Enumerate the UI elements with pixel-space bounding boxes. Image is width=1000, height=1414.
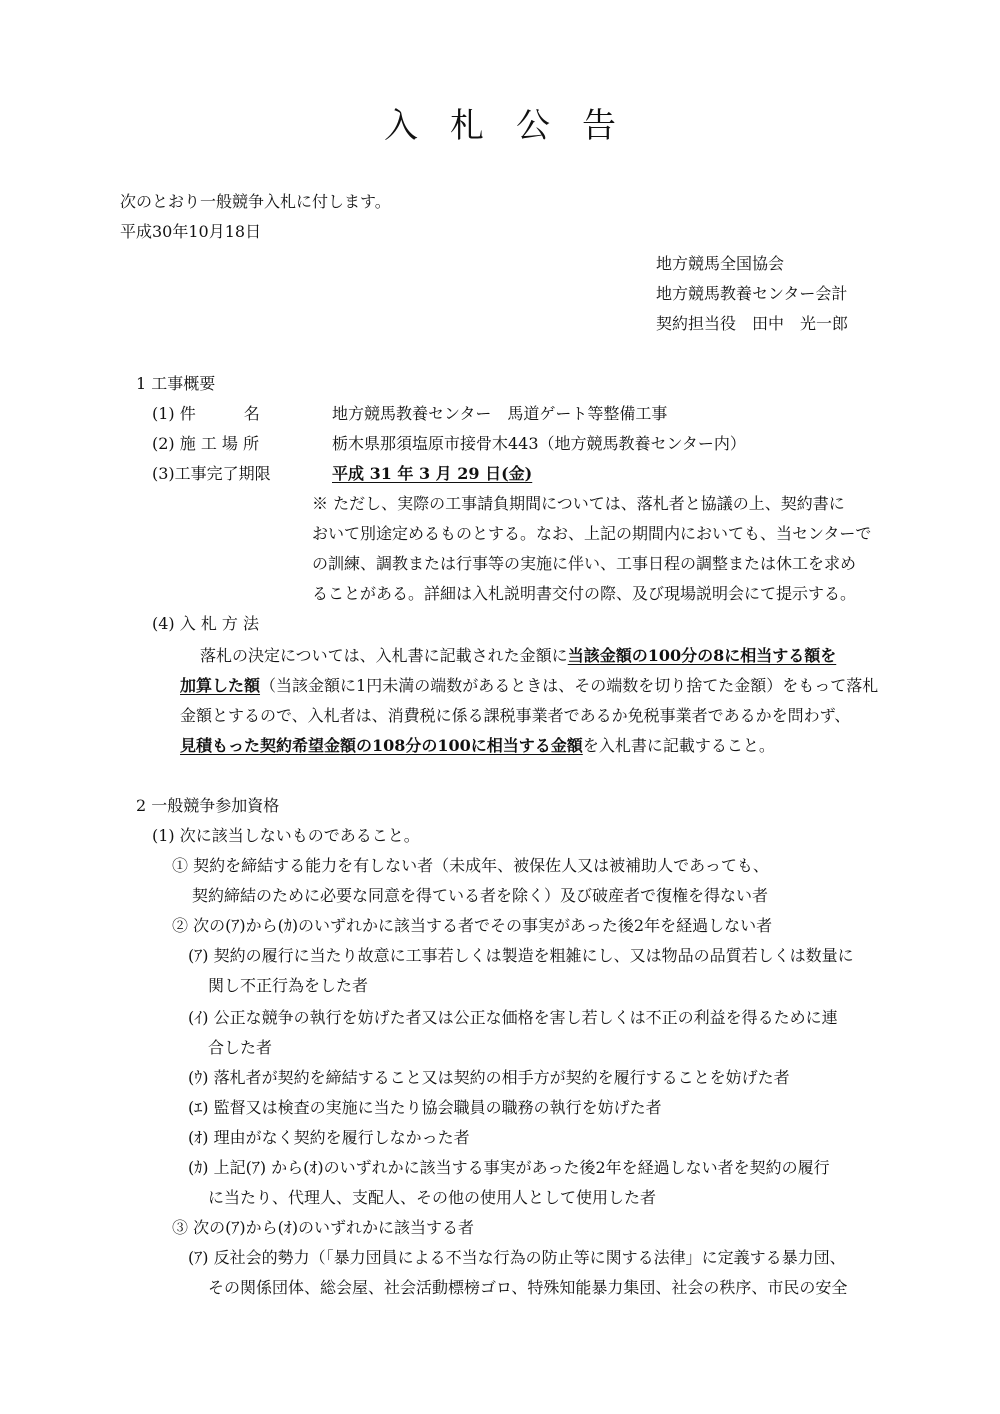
item4-label: (4) 入 札 方 法	[152, 614, 260, 633]
notice-date: 平成30年10月18日	[120, 222, 262, 241]
sub1-heading: (1) 次に該当しないものであること。	[152, 826, 420, 845]
condition-3a: (ｱ) 反社会的勢力（「暴力団員による不当な行為の防止等に関する法律」に定義する暴力団、	[188, 1248, 846, 1267]
condition-2a-cont: 関し不正行為をした者	[208, 976, 369, 995]
intro-text: 次のとおり一般競争入札に付します。	[120, 192, 391, 211]
issuer-dept: 地方競馬教養センター会計	[656, 284, 848, 303]
method-paragraph-line2	[180, 676, 878, 696]
item1-value: 地方競馬教養センター 馬道ゲート等整備工事	[332, 404, 668, 423]
method-paragraph-line1	[200, 646, 836, 666]
title-char: 入	[384, 106, 418, 146]
condition-2ka: (ｶ) 上記(ｱ) から(ｵ)のいずれかに該当する事実があった後2年を経過しない者を契約の履行	[188, 1158, 830, 1177]
method-text: を入札書に記載すること。	[582, 736, 775, 755]
method-paragraph-line3: 金額とするので、入札者は、消費税に係る課税事業者であるか免税事業者であるかを問わず、	[180, 706, 851, 725]
note-line: ※ ただし、実際の工事請負期間については、落札者と協議の上、契約書に	[312, 494, 845, 513]
issuer-officer: 契約担当役 田中 光一郎	[656, 314, 849, 333]
title-char: 公	[516, 106, 550, 146]
method-emphasis: 当該金額の100分の8に相当する額を	[567, 646, 837, 665]
method-text: （当該金額に1円未満の端数があるときは、その端数を切り捨てた金額）をもって落札	[260, 676, 879, 695]
section2-heading: 2 一般競争参加資格	[136, 796, 280, 815]
item3-label: (3)工事完了期限	[152, 464, 271, 483]
title-char: 告	[582, 106, 616, 146]
method-emphasis: 加算した額	[180, 676, 261, 695]
condition-2e: (ｴ) 監督又は検査の実施に当たり協会職員の職務の執行を妨げた者	[188, 1098, 662, 1117]
section1-heading: 1 工事概要	[136, 374, 216, 393]
condition-1: ① 契約を締結する能力を有しない者（未成年、被保佐人又は被補助人であっても、	[172, 856, 769, 875]
condition-2: ② 次の(ｱ)から(ｶ)のいずれかに該当する者でその事実があった後2年を経過しない者	[172, 916, 773, 935]
condition-2i-cont: 合した者	[208, 1038, 273, 1057]
title-char: 札	[450, 106, 484, 146]
condition-1-cont: 契約締結のために必要な同意を得ている者を除く）及び破産者で復権を得ない者	[192, 886, 769, 905]
note-line: ることがある。詳細は入札説明書交付の際、及び現場説明会にて提示する。	[312, 584, 857, 603]
condition-2ka-cont: に当たり、代理人、支配人、その他の使用人として使用した者	[208, 1188, 657, 1207]
document-title	[0, 104, 1000, 148]
condition-2a: (ｱ) 契約の履行に当たり故意に工事若しくは製造を粗雑にし、又は物品の品質若しくは数量に	[188, 946, 854, 965]
condition-2u: (ｳ) 落札者が契約を締結すること又は契約の相手方が契約を履行することを妨げた者	[188, 1068, 790, 1087]
condition-3a-cont: その関係団体、総会屋、社会活動標榜ゴロ、特殊知能暴力集団、社会の秩序、市民の安全	[208, 1278, 848, 1297]
method-text: 落札の決定については、入札書に記載された金額に	[200, 646, 568, 665]
condition-2o: (ｵ) 理由がなく契約を履行しなかった者	[188, 1128, 470, 1147]
item2-value: 栃木県那須塩原市接骨木443（地方競馬教養センター内）	[332, 434, 746, 453]
item1-label: (1) 件 名	[152, 404, 260, 423]
method-emphasis: 見積もった契約希望金額の108分の100に相当する金額	[180, 736, 583, 755]
note-line: の訓練、調教または行事等の実施に伴い、工事日程の調整または休工を求め	[312, 554, 857, 573]
method-paragraph-line4	[180, 736, 775, 756]
issuer-org: 地方競馬全国協会	[656, 254, 785, 273]
condition-2i: (ｲ) 公正な競争の執行を妨げた者又は公正な価格を害し若しくは不正の利益を得るために連	[188, 1008, 838, 1027]
condition-3: ③ 次の(ｱ)から(ｵ)のいずれかに該当する者	[172, 1218, 475, 1237]
item2-label: (2) 施 工 場 所	[152, 434, 260, 453]
item3-value: 平成 31 年 3 月 29 日(金)	[332, 464, 533, 483]
note-line: おいて別途定めるものとする。なお、上記の期間内においても、当センターで	[312, 524, 872, 543]
